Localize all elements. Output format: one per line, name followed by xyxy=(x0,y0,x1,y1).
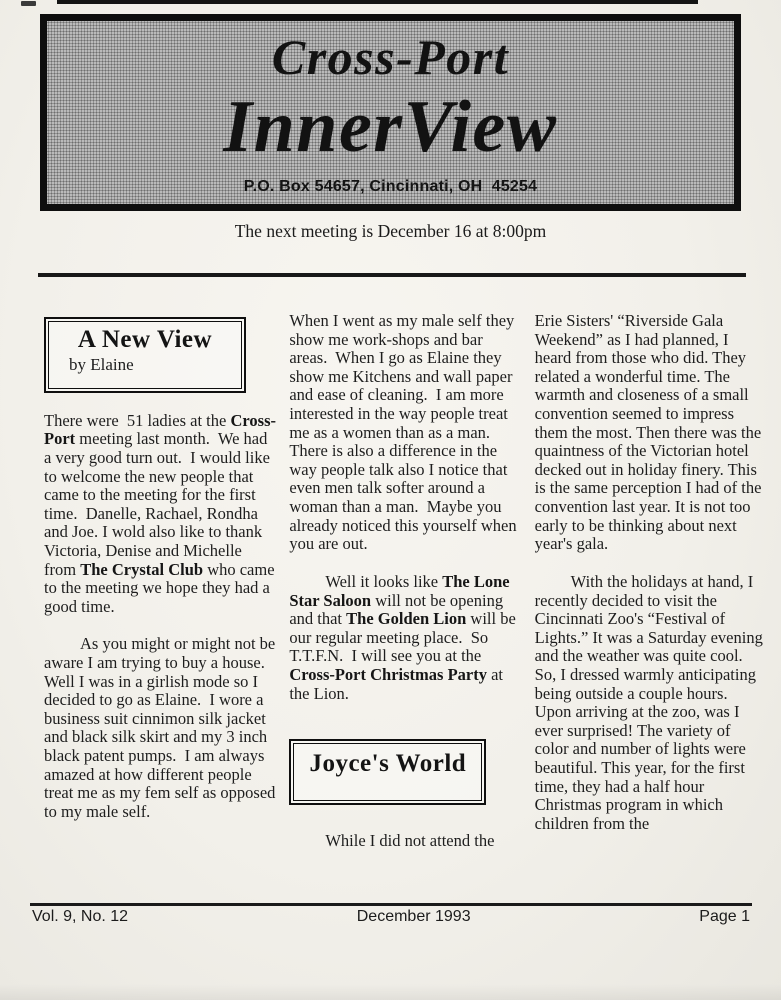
paragraph: While I did not attend the xyxy=(325,830,495,850)
section-divider-rule xyxy=(38,273,746,277)
issue-date: December 1993 xyxy=(356,908,471,925)
newsletter-title-line2: InnerView xyxy=(223,86,558,168)
scan-artifact-mark xyxy=(21,1,36,6)
paragraph: As you might or might not be aware I am trying to buy a house. Well I was in a girlish mode so I decided to go as Elaine. I wore a business suit cinnimon silk jacket and black silk skirt and my 3 inch black patent pumps. I am always amazed at how different people treat me as my fem self as opposed to my male self. xyxy=(44,634,276,821)
newsletter-title-line1: Cross-Port xyxy=(271,29,510,85)
paragraph: With the holidays at hand, I recently decided to visit the Cincinnati Zoo's “Festival of Lights.” It was a Saturday evening and the weather was quite cool. So, I dressed warmly anticipating being outside a couple hours. Upon arriving at the zoo, was I ever surprised! The variety of color and number of lights were beautiful. This year, for the first time, they had a half hour Christmas program in which children from the xyxy=(534,571,763,833)
mailing-address: P.O. Box 54657, Cincinnati, OH 45254 xyxy=(243,178,538,195)
article-byline-elaine: by Elaine xyxy=(69,354,134,374)
page-footer xyxy=(30,903,752,926)
article-columns xyxy=(44,305,768,850)
article-title-new-view: A New View xyxy=(77,326,213,353)
masthead-banner xyxy=(40,14,741,211)
headline-box-inner-border xyxy=(48,321,242,389)
article-title-joyces-world: Joyce's World xyxy=(309,750,467,778)
page-number: Page 1 xyxy=(699,908,750,925)
meeting-notice: The next meeting is December 16 at 8:00pm xyxy=(234,221,547,241)
headline-box-joyces-world xyxy=(289,739,486,805)
headline-box-inner-border xyxy=(293,743,482,801)
paragraph: There were 51 ladies at the Cross-Port meeting last month. We had a very good turn out. I would like to welcome the new people that came to the meeting for the first time. Danelle, Rachael, Rondha and Joe. I wold also like to thank Victoria, Denise and Michelle from The Crystal Club who came to the meeting we hope they had a good time. xyxy=(44,410,276,616)
scan-artifact-top-bar xyxy=(57,0,698,4)
paragraph: Well it looks like The Lone Star Saloon will not be opening and that The Golden Lion will be our regular meeting place. So T.T.F.N. I will see you at the Cross-Port Christmas Party at the Lion. xyxy=(289,571,516,703)
paragraph: Erie Sisters' “Riverside Gala Weekend” as I had planned, I heard from those who did. They related a wonderful time. The warmth and closeness of a small convention seemed to impress them the most. Then there was the quaintness of the Victorian hotel decked out in holiday finery. This is the same perception I had of the convention last year. It is not too early to be thinking about next year's gala. xyxy=(534,311,762,554)
headline-box-new-view xyxy=(44,317,246,393)
column-2 xyxy=(289,305,522,850)
paragraph: When I went as my male self they show me work-shops and bar areas. When I go as Elaine they show me Kitchens and wall paper and ease of cleaning. I am more interested in the way people treat me as a women than as a man. There is also a difference in the way people talk also I notice that even men talk softer around a woman than a man. Maybe you already noticed this yourself when you are out. xyxy=(289,311,517,554)
masthead-halftone-background xyxy=(47,21,734,204)
column-3 xyxy=(535,305,768,850)
volume-number: Vol. 9, No. 12 xyxy=(32,908,129,925)
column-1 xyxy=(44,305,277,850)
